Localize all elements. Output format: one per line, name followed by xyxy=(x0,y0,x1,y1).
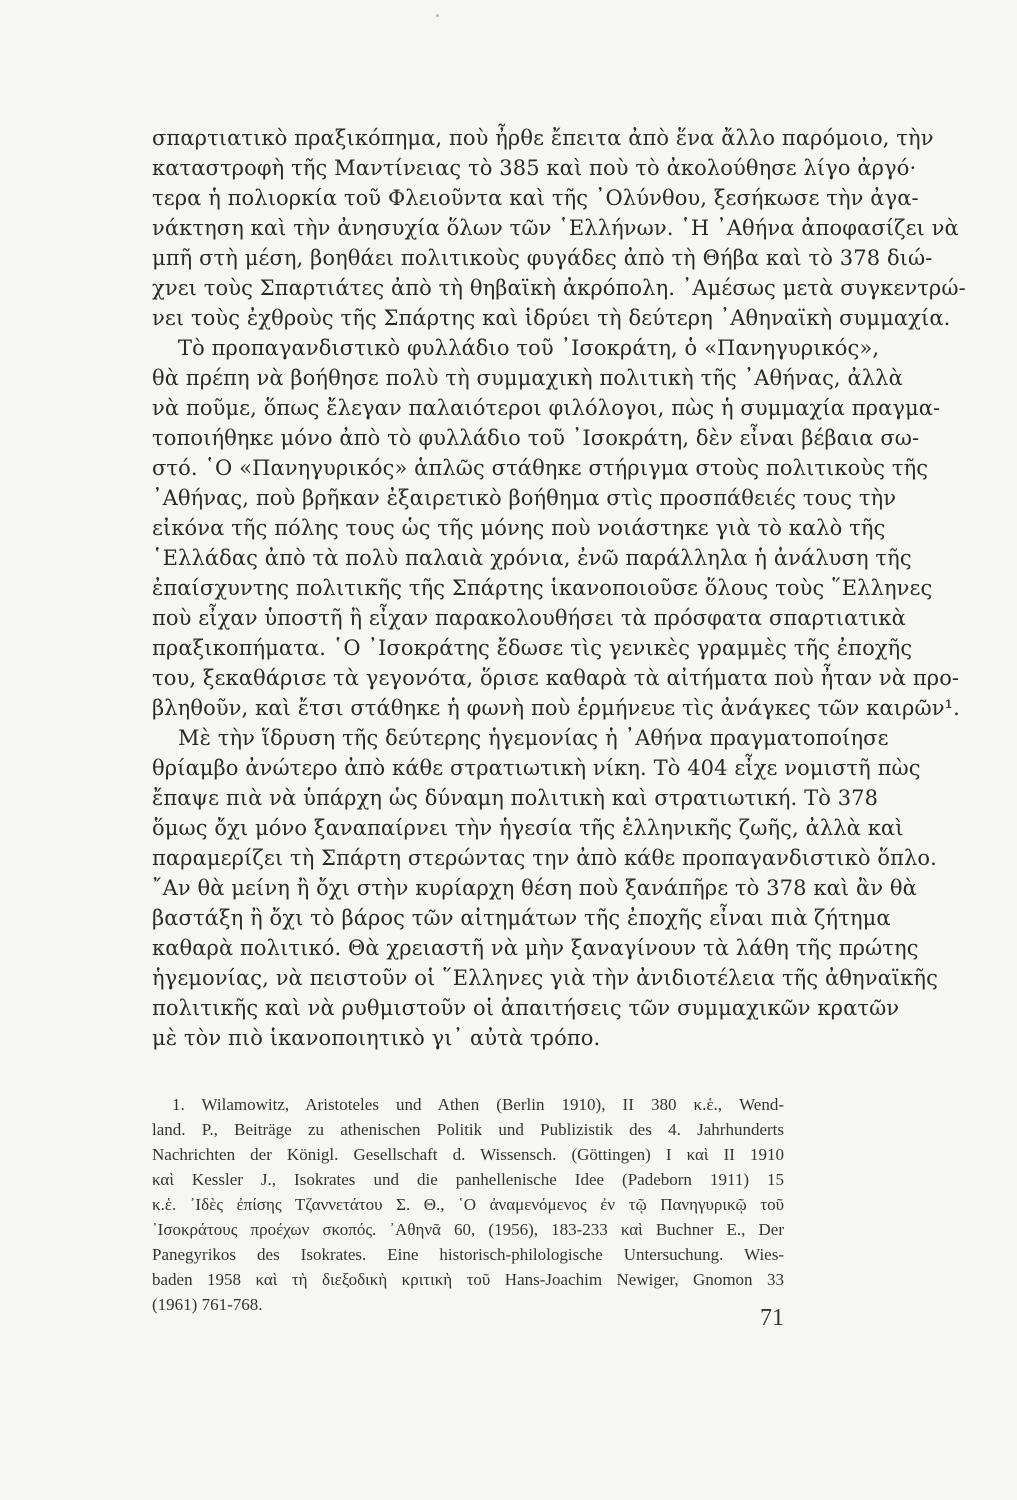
body-line: χνει τοὺς Σπαρτιάτες ἀπὸ τὴ θηβαϊκὴ ἀκρόπολη. ᾿Αμέσως μετὰ συγκεντρώ- xyxy=(152,276,966,300)
body-line: ἐπαίσχυντης πολιτικῆς τῆς Σπάρτης ἱκανοποιοῦσε ὅλους τοὺς ῞Ελληνες xyxy=(152,576,933,600)
body-line: θρίαμβο ἀνώτερο ἀπὸ κάθε στρατιωτικὴ νίκη. Τὸ 404 εἶχε νομιστῆ πὼς xyxy=(152,756,921,780)
body-line: σπαρτιατικὸ πραξικόπημα, ποὺ ἦρθε ἔπειτα ἀπὸ ἕνα ἄλλο παρόμοιο, τὴν xyxy=(152,126,934,150)
body-line: καθαρὰ πολιτικό. Θὰ χρειαστῆ νὰ μὴν ξαναγίνουν τὰ λάθη τῆς πρώτης xyxy=(152,936,919,960)
footnote-line: Nachrichten der Königl. Gesellschaft d. Wissensch. (Göttingen) I καὶ II 1910 xyxy=(152,1145,784,1164)
body-line: ποὺ εἶχαν ὑποστῆ ἢ εἶχαν παρακολουθήσει τὰ πρόσφατα σπαρτιατικὰ xyxy=(152,606,906,630)
body-line: θὰ πρέπη νὰ βοήθησε πολὺ τὴ συμμαχικὴ πολιτικὴ τῆς ᾿Αθήνας, ἀλλὰ xyxy=(152,366,903,390)
body-line: στό. ῾Ο «Πανηγυρικός» ἁπλῶς στάθηκε στήριγμα στοὺς πολιτικοὺς τῆς xyxy=(152,456,929,480)
body-line: τερα ἡ πολιορκία τοῦ Φλειοῦντα καὶ τῆς ᾿Ολύνθου, ξεσήκωσε τὴν ἀγα- xyxy=(152,186,919,210)
body-line: ᾿Αθήνας, ποὺ βρῆκαν ἐξαιρετικὸ βοήθημα στὶς προσπάθειές τους τὴν xyxy=(152,486,897,510)
footnote-line: Panegyrikos des Isokrates. Eine historisch-philologische Untersuchung. Wies- xyxy=(152,1245,784,1264)
footnote-line: land. P., Beiträge zu athenischen Politik und Publizistik des 4. Jahrhunderts xyxy=(152,1120,784,1139)
footnote-line: 1. Wilamowitz, Aristoteles und Athen (Berlin 1910), II 380 κ.ἑ., Wend- xyxy=(172,1095,784,1114)
footnote-line: (1961) 761-768. xyxy=(152,1295,263,1314)
footnote-line: baden 1958 καὶ τὴ διεξοδικὴ κριτικὴ τοῦ Hans-Joachim Newiger, Gnomon 33 xyxy=(152,1270,784,1289)
body-line: βαστάξη ἢ ὄχι τὸ βάρος τῶν αἰτημάτων τῆς ἐποχῆς εἶναι πιὰ ζήτημα xyxy=(152,906,891,930)
body-line: νάκτηση καὶ τὴν ἀνησυχία ὅλων τῶν ῾Ελλήνων. ῾Η ᾿Αθήνα ἀποφασίζει νὰ xyxy=(152,216,959,240)
footnote-line: ᾿Ισοκράτους προέχων σκοπός. ᾿Αθηνᾶ 60, (1956), 183-233 καὶ Buchner E., Der xyxy=(152,1220,784,1239)
body-line: νει τοὺς ἐχθροὺς τῆς Σπάρτης καὶ ἱδρύει τὴ δεύτερη ᾿Αθηναϊκὴ συμμαχία. xyxy=(152,306,951,330)
body-line: Μὲ τὴν ἵδρυση τῆς δεύτερης ἡγεμονίας ἡ ᾿Αθήνα πραγματοποίησε xyxy=(178,726,889,750)
body-line: ἔπαψε πιὰ νὰ ὑπάρχη ὡς δύναμη πολιτικὴ καὶ στρατιωτική. Τὸ 378 xyxy=(152,786,879,810)
body-line: ῎Αν θὰ μείνη ἢ ὄχι στὴν κυρίαρχη θέση ποὺ ξανάπῆρε τὸ 378 καὶ ἂν θὰ xyxy=(152,876,917,900)
body-line: του, ξεκαθάρισε τὰ γεγονότα, ὅρισε καθαρὰ τὰ αἰτήματα ποὺ ἦταν νὰ προ- xyxy=(152,666,960,690)
body-line: παραμερίζει τὴ Σπάρτη στερώντας την ἀπὸ κάθε προπαγανδιστικὸ ὅπλο. xyxy=(152,846,937,870)
body-line: ῾Ελλάδας ἀπὸ τὰ πολὺ παλαιὰ χρόνια, ἐνῶ παράλληλα ἡ ἀνάλυση τῆς xyxy=(152,546,912,570)
body-line: τοποιήθηκε μόνο ἀπὸ τὸ φυλλάδιο τοῦ ᾿Ισοκράτη, δὲν εἶναι βέβαια σω- xyxy=(152,426,920,450)
body-line: Τὸ προπαγανδιστικὸ φυλλάδιο τοῦ ᾿Ισοκράτη, ὁ «Πανηγυρικός», xyxy=(178,336,880,360)
body-line: εἰκόνα τῆς πόλης τους ὡς τῆς μόνης ποὺ νοιάστηκε γιὰ τὸ καλὸ τῆς xyxy=(152,516,886,540)
body-line: βληθοῦν, καὶ ἔτσι στάθηκε ἡ φωνὴ ποὺ ἑρμήνευε τὶς ἀνάγκες τῶν καιρῶν¹. xyxy=(152,696,960,720)
page-speck xyxy=(436,14,439,17)
footnote-line: καὶ Kessler J., Isokrates und die panhellenische Idee (Padeborn 1911) 15 xyxy=(152,1170,784,1189)
footnote-line: κ.ἑ. ᾿Ιδὲς ἐπίσης Τζαννετάτου Σ. Θ., ῾Ο ἀναμενόμενος ἐν τῷ Πανηγυρικῷ τοῦ xyxy=(152,1195,784,1214)
body-line: μὲ τὸν πιὸ ἱκανοποιητικὸ γι᾿ αὐτὰ τρόπο. xyxy=(152,1026,601,1050)
page-number: 71 xyxy=(760,1305,784,1331)
body-line: ἡγεμονίας, νὰ πειστοῦν οἱ ῞Ελληνες γιὰ τὴν ἀνιδιοτέλεια τῆς ἀθηναϊκῆς xyxy=(152,966,938,990)
body-line: ὅμως ὄχι μόνο ξαναπαίρνει τὴν ἡγεσία τῆς ἑλληνικῆς ζωῆς, ἀλλὰ καὶ xyxy=(152,816,904,840)
body-line: πολιτικῆς καὶ νὰ ρυθμιστοῦν οἱ ἀπαιτήσεις τῶν συμμαχικῶν κρατῶν xyxy=(152,996,900,1020)
body-line: πραξικοπήματα. ῾Ο ᾿Ισοκράτης ἔδωσε τὶς γενικὲς γραμμὲς τῆς ἐποχῆς xyxy=(152,636,913,660)
body-line: καταστροφὴ τῆς Μαντίνειας τὸ 385 καὶ ποὺ τὸ ἀκολούθησε λίγο ἀργό· xyxy=(152,156,917,180)
body-line: νὰ ποῦμε, ὅπως ἔλεγαν παλαιότεροι φιλόλογοι, πὼς ἡ συμμαχία πραγμα- xyxy=(152,396,941,420)
body-line: μπῆ στὴ μέση, βοηθάει πολιτικοὺς φυγάδες ἀπὸ τὴ Θήβα καὶ τὸ 378 διώ- xyxy=(152,246,933,270)
